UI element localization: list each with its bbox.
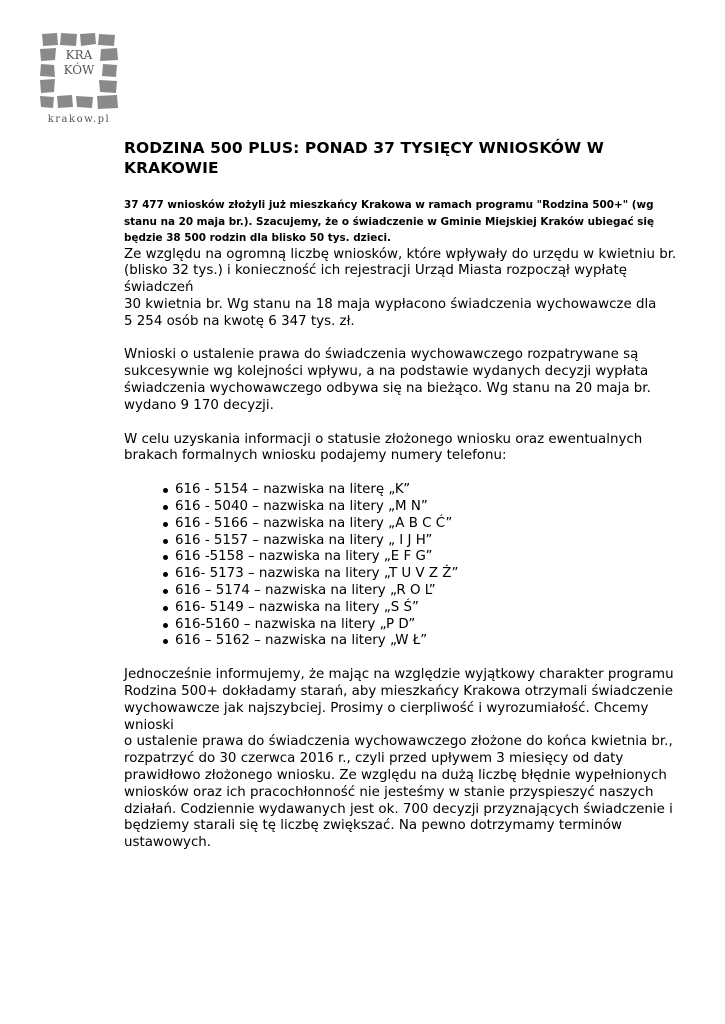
text-line: wniosków oraz ich pracochłonność nie jesteśmy w stanie przyspieszyć naszych [124,784,654,800]
list-item: 616 – 5174 – nazwiska na litery „R O L” [175,583,684,600]
lead-line: będzie 38 500 rodzin dla blisko 50 tys. dzieci. [124,232,391,244]
krakow-logo [37,30,122,125]
lead-line: stanu na 20 maja br.). Szacujemy, że o świadczenie w Gminie Miejskiej Kraków ubiegać się [124,215,655,228]
title-line: KRAKOWIE [124,159,219,177]
article-lead [124,197,684,247]
list-item: 616-5160 – nazwiska na litery „P D” [175,617,684,634]
logo-text-line1: KRA [65,48,93,62]
text-line: wychowawcze jak najszybciej. Prosimy o cierpliwość i wyrozumiałość. Chcemy [124,700,649,716]
list-item: 616 -5158 – nazwiska na litery „E F G” [175,549,684,566]
text-line: 30 kwietnia br. Wg stanu na 18 maja wypłacono świadczenia wychowawcze dla [124,296,657,312]
list-item: 616- 5149 – nazwiska na litery „S Ś” [175,600,684,617]
text-line: sukcesywnie wg kolejności wpływu, a na podstawie wydanych decyzji wypłata [124,364,649,380]
paragraph-payments [124,247,684,331]
logo-domain: krakow.pl [47,114,111,125]
krakow-logo-graphic [37,30,122,125]
list-item: 616 - 5154 – nazwiska na literę „K” [175,482,684,499]
text-line: wnioski [124,717,174,733]
text-line: (blisko 32 tys.) i konieczność ich rejestracji Urząd Miasta rozpoczął wypłatę [124,263,627,279]
text-line: wydano 9 170 decyzji. [124,397,274,413]
logo-text-line2: KÓW [63,63,95,77]
text-line: Ze względu na ogromną liczbę wniosków, które wpływały do urzędu w kwietniu br. [124,246,677,262]
paragraph-decisions [124,347,684,414]
text-line: działań. Codziennie wydawanych jest ok. 700 decyzji przyznających świadczenie i [124,801,673,817]
text-line: 5 254 osób na kwotę 6 347 tys. zł. [124,313,355,329]
text-line: W celu uzyskania informacji o statusie złożonego wniosku oraz ewentualnych [124,431,643,447]
text-line: brakach formalnych wniosku podajemy numery telefonu: [124,448,507,464]
text-line: będziemy starali się tę liczbę zwiększać. Na pewno dotrzymamy terminów [124,818,622,834]
article-title [124,138,684,178]
text-line: Jednocześnie informujemy, że mając na względzie wyjątkowy charakter programu [124,667,674,683]
list-item: 616 - 5157 – nazwiska na litery „ I J H” [175,533,684,550]
paragraph-contact-intro [124,432,684,466]
text-line: prawidłowo złożonego wniosku. Ze względu na dużą liczbę błędnie wypełnionych [124,768,667,784]
text-line: świadczenia wychowawczego odbywa się na bieżąco. Wg stanu na 20 maja br. [124,381,651,397]
paragraph-closing [124,667,684,852]
text-line: świadczeń [124,280,194,296]
lead-line: 37 477 wniosków złożyli już mieszkańcy Krakowa w ramach programu "Rodzina 500+" (wg [124,199,654,211]
text-line: Rodzina 500+ dokładamy starań, aby mieszkańcy Krakowa otrzymali świadczenie [124,684,673,700]
phone-list [124,482,684,650]
text-line: Wnioski o ustalenie prawa do świadczenia wychowawczego rozpatrywane są [124,347,639,363]
list-item: 616 - 5166 – nazwiska na litery „A B C Ć” [175,516,684,533]
text-line: o ustalenie prawa do świadczenia wychowawczego złożone do końca kwietnia br., [124,734,673,750]
text-line: ustawowych. [124,835,212,851]
article [124,138,684,852]
list-item: 616 - 5040 – nazwiska na litery „M N” [175,499,684,516]
list-item: 616- 5173 – nazwiska na litery „T U V Z Ż” [175,566,684,583]
text-line: rozpatrzyć do 30 czerwca 2016 r., czyli przed upływem 3 miesięcy od daty [124,751,624,767]
title-line: RODZINA 500 PLUS: PONAD 37 TYSIĘCY WNIOSKÓW W [124,139,604,157]
list-item: 616 – 5162 – nazwiska na litery „W Ł” [175,633,684,650]
